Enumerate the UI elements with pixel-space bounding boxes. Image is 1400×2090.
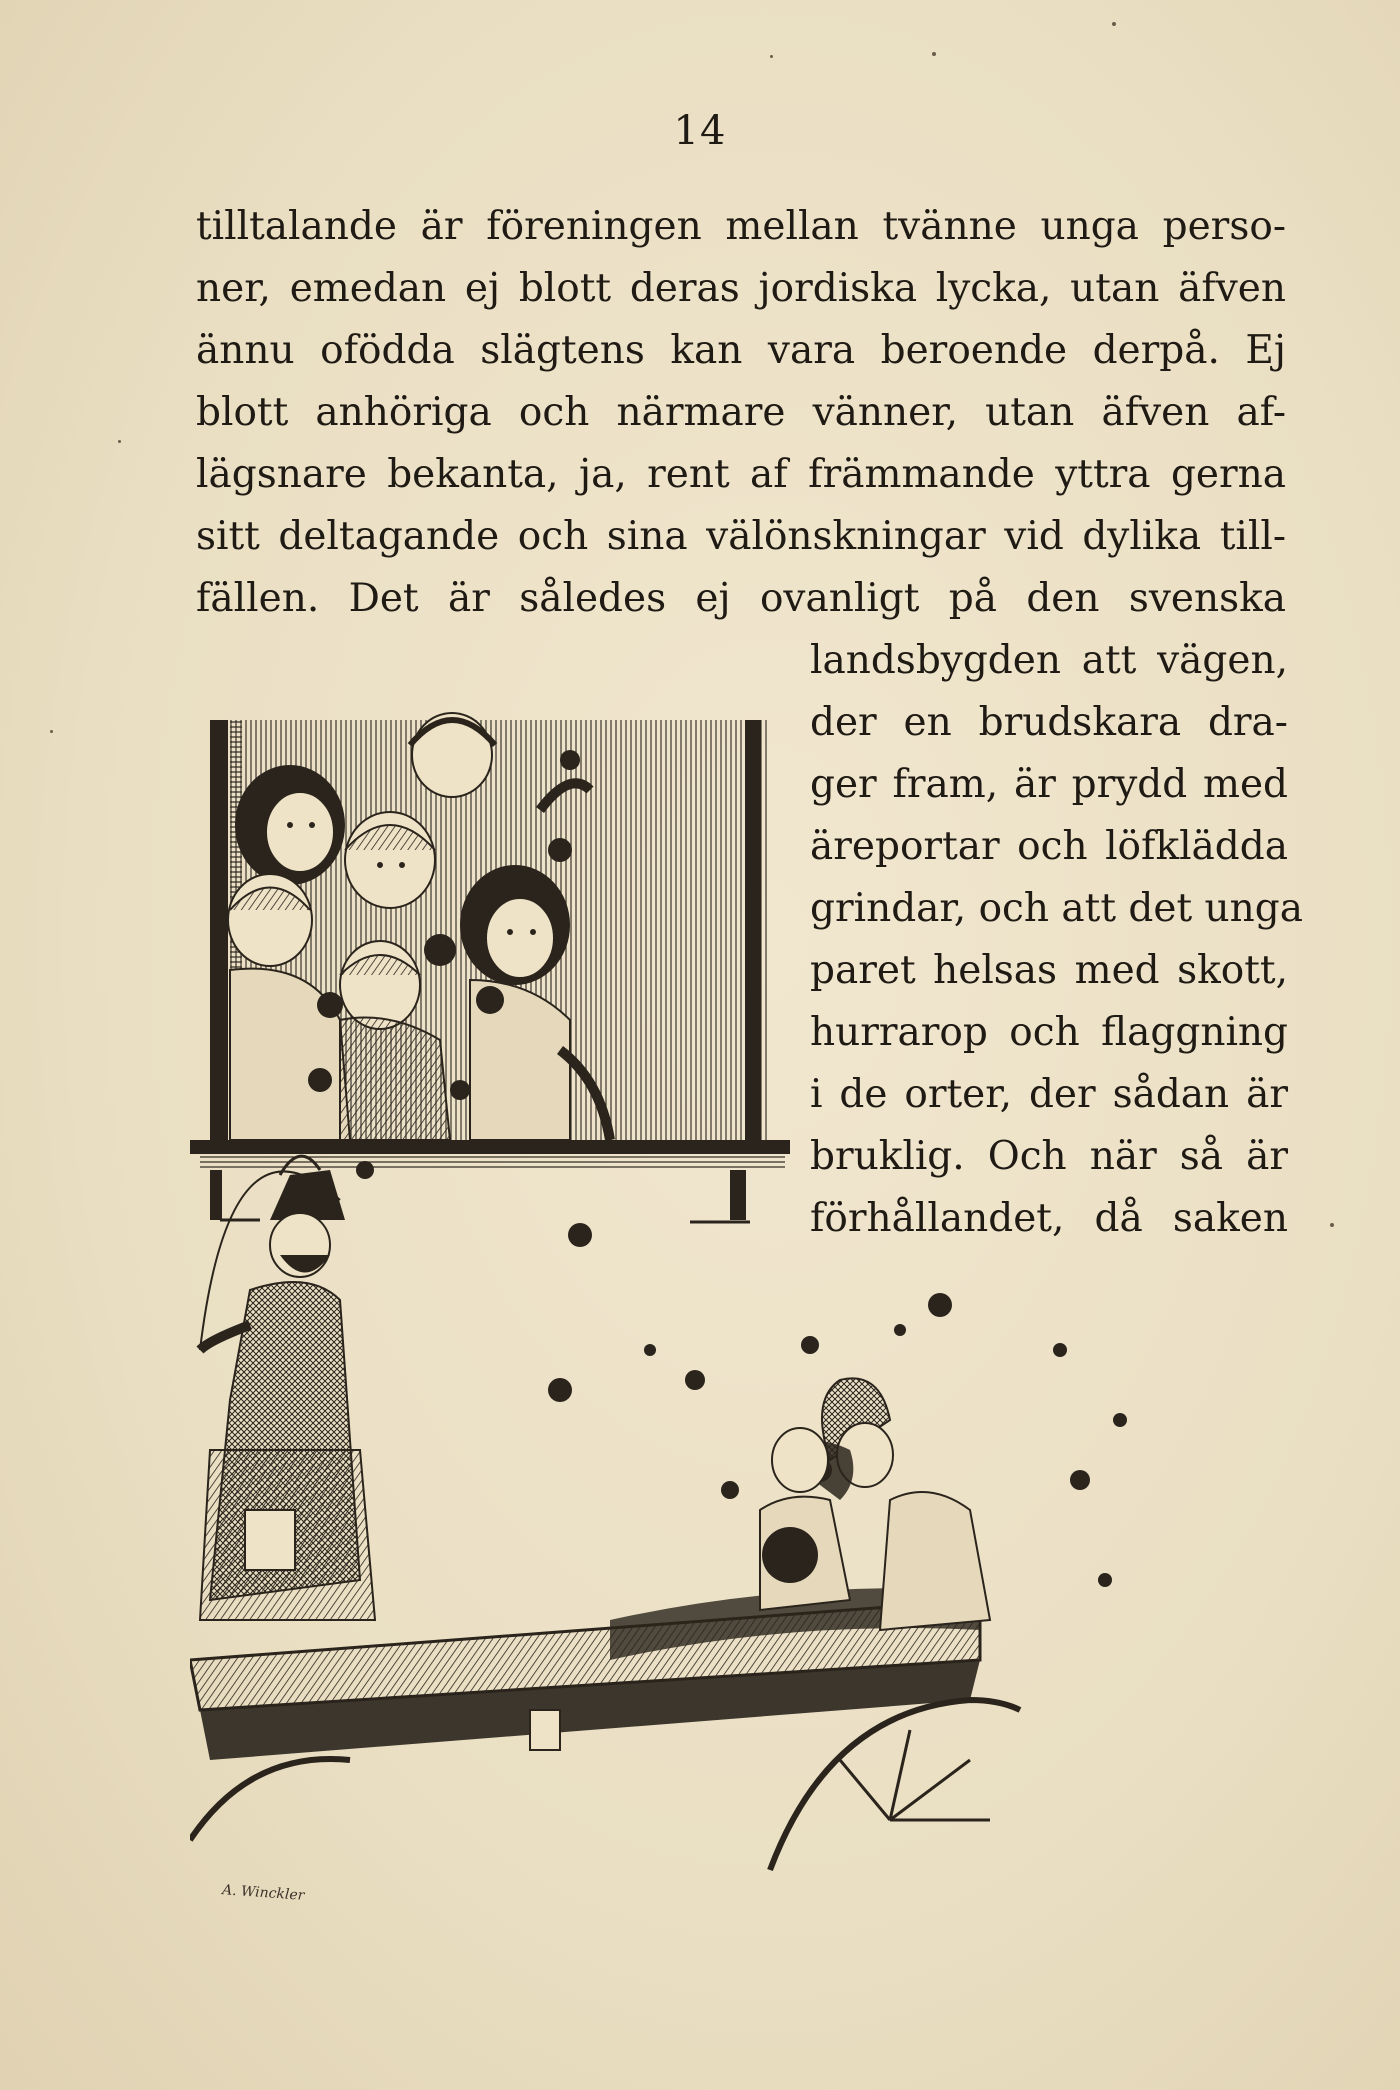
text-line: ner, emedan ej blott deras jordiska lycka, utan äfven xyxy=(196,266,1286,311)
text-line: grindar, och att det unga xyxy=(810,886,1303,931)
text-line: der en brudskara dra- xyxy=(810,700,1288,745)
carriage xyxy=(190,1588,1020,1870)
coachman xyxy=(200,1156,375,1620)
text-line: förhållandet, då saken xyxy=(810,1196,1288,1241)
text-line: paret helsas med skott, xyxy=(810,948,1288,993)
wedding-procession-engraving xyxy=(190,700,1303,1920)
text-line: ger fram, är prydd med xyxy=(810,762,1288,807)
engraver-signature: A. Winckler xyxy=(221,1882,305,1904)
paper-speck xyxy=(770,55,773,58)
paper-speck xyxy=(118,440,121,443)
text-line: äreportar och löfklädda xyxy=(810,824,1288,869)
paper-speck xyxy=(50,730,53,733)
text-line: ännu ofödda slägtens kan vara beroende derpå. Ej xyxy=(196,328,1286,373)
text-line: tilltalande är föreningen mellan tvänne unga perso- xyxy=(196,204,1286,249)
paper-speck xyxy=(1112,22,1116,26)
engraving-drawing xyxy=(190,700,1303,1920)
page-number: 14 xyxy=(673,108,727,154)
paper-speck xyxy=(1330,1223,1334,1227)
text-line: landsbygden att vägen, xyxy=(810,638,1288,683)
text-line: sitt deltagande och sina välönskningar vid dylika till- xyxy=(196,514,1286,559)
text-line: i de orter, der sådan är xyxy=(810,1072,1288,1117)
text-line: hurrarop och flaggning xyxy=(810,1010,1288,1055)
text-line: blott anhöriga och närmare vänner, utan äfven af- xyxy=(196,390,1286,435)
text-line: lägsnare bekanta, ja, rent af främmande yttra gerna xyxy=(196,452,1286,497)
text-line: fällen. Det är således ej ovanligt på den svenska xyxy=(196,576,1286,621)
paper-speck xyxy=(932,52,936,56)
text-line: bruklig. Och när så är xyxy=(810,1134,1288,1179)
